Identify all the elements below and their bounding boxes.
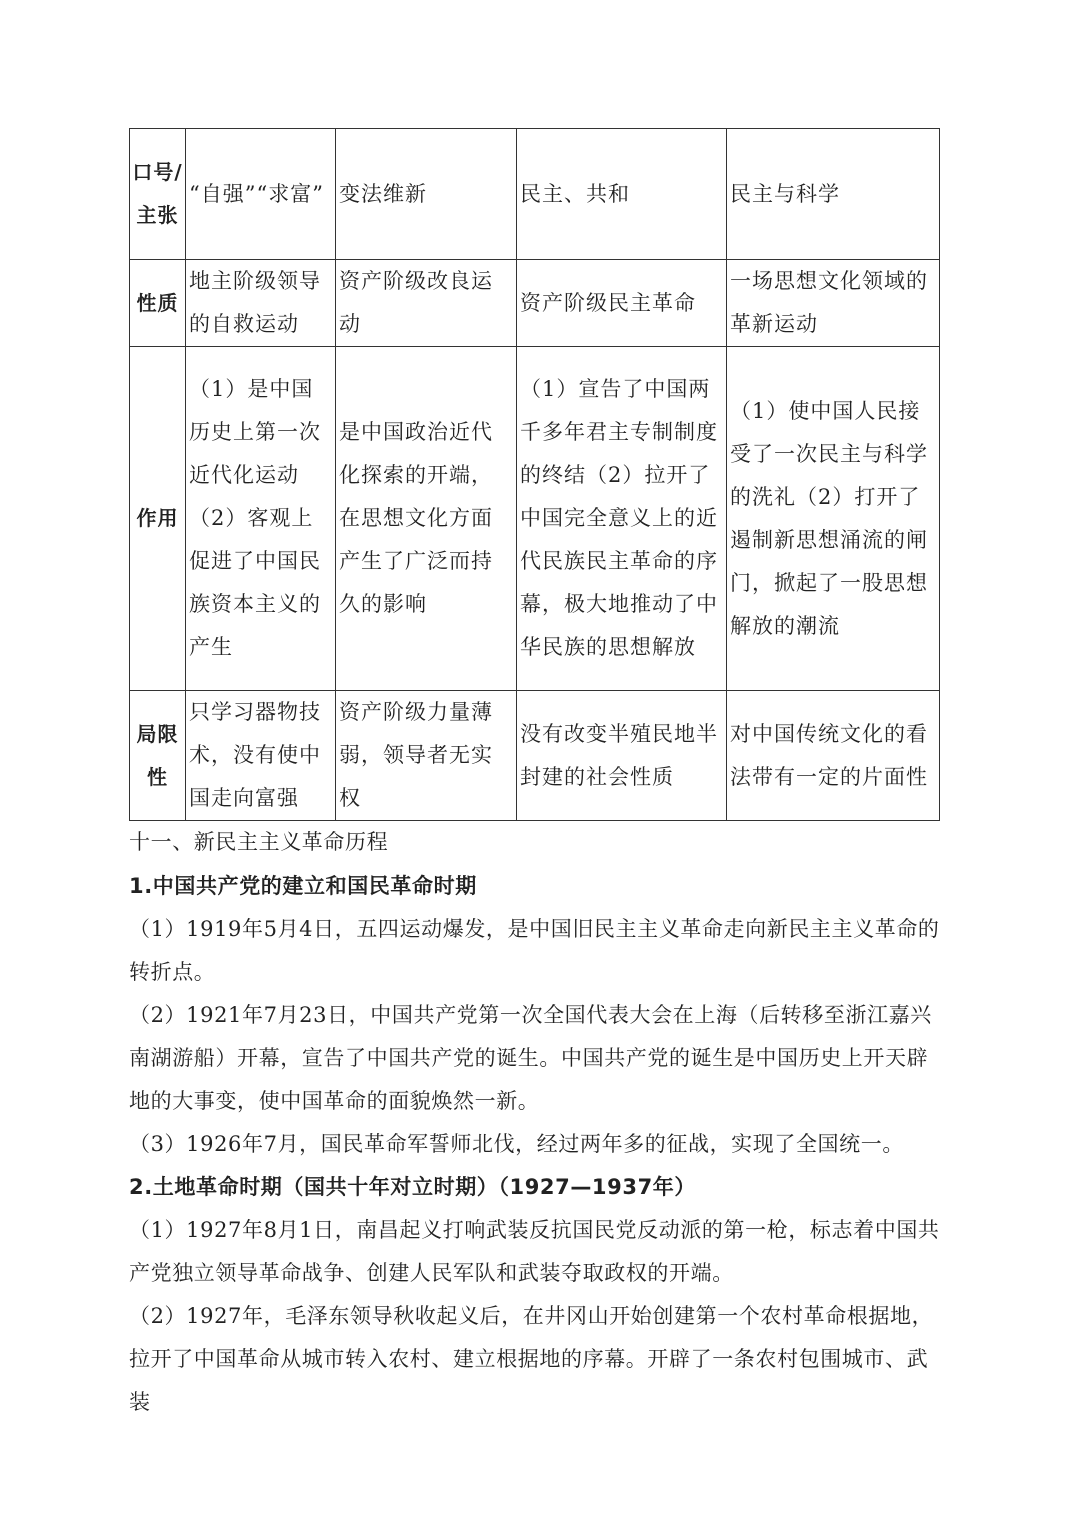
section-title: 十一、新民主主义革命历程 <box>129 830 389 854</box>
paragraph-4: （1）1927年8月1日，南昌起义打响武装反抗国民党反动派的第一枪，标志着中国共产党独立领导革命战争、创建人民军队和武装夺取政权的开端。 <box>129 1218 940 1285</box>
table-cell: （1）使中国人民接受了一次民主与科学的洗礼（2）打开了遏制新思想涌流的闸门，掀起了一股思想解放的潮流 <box>727 347 940 691</box>
row-header-limitation: 局限性 <box>130 691 186 821</box>
row-header-slogan: 口号/主张 <box>130 129 186 260</box>
table-cell: 地主阶级领导的自救运动 <box>186 260 336 347</box>
subsection-title-1: 1.中国共产党的建立和国民革命时期 <box>129 874 477 898</box>
table-cell: 对中国传统文化的看法带有一定的片面性 <box>727 691 940 821</box>
table-row-slogan <box>130 129 940 260</box>
table-cell: 资产阶级力量薄弱，领导者无实权 <box>336 691 517 821</box>
table-cell: 民主与科学 <box>727 129 940 260</box>
table-cell: 资产阶级改良运动 <box>336 260 517 347</box>
table-row-nature <box>130 260 940 347</box>
paragraph-3: （3）1926年7月，国民革命军誓师北伐，经过两年多的征战，实现了全国统一。 <box>129 1132 904 1156</box>
paragraph-2: （2）1921年7月23日，中国共产党第一次全国代表大会在上海（后转移至浙江嘉兴南湖游船）开幕，宣告了中国共产党的诞生。中国共产党的诞生是中国历史上开天辟地的大事变，使中国革命的面貌焕然一新。 <box>129 1003 932 1113</box>
paragraph-1: （1）1919年5月4日，五四运动爆发，是中国旧民主主义革命走向新民主主义革命的转折点。 <box>129 917 940 984</box>
table-cell: 一场思想文化领域的革新运动 <box>727 260 940 347</box>
table-cell: 没有改变半殖民地半封建的社会性质 <box>517 691 727 821</box>
table-cell: 资产阶级民主革命 <box>517 260 727 347</box>
table-cell: （1）是中国历史上第一次近代化运动（2）客观上促进了中国民族资本主义的产生 <box>186 347 336 691</box>
comparison-table <box>129 128 940 821</box>
table-row-effect <box>130 347 940 691</box>
table-cell: “自强”“求富” <box>186 129 336 260</box>
table-cell: 是中国政治近代化探索的开端，在思想文化方面产生了广泛而持久的影响 <box>336 347 517 691</box>
row-header-nature: 性质 <box>130 260 186 347</box>
subsection-title-2: 2.土地革命时期（国共十年对立时期）（1927—1937年） <box>129 1175 696 1199</box>
table-row-limitation <box>130 691 940 821</box>
table-cell: 民主、共和 <box>517 129 727 260</box>
paragraph-5: （2）1927年，毛泽东领导秋收起义后，在井冈山开始创建第一个农村革命根据地，拉开了中国革命从城市转入农村、建立根据地的序幕。开辟了一条农村包围城市、武装 <box>129 1304 934 1414</box>
table-cell: 只学习器物技术，没有使中国走向富强 <box>186 691 336 821</box>
table-cell: （1）宣告了中国两千多年君主专制制度的终结（2）拉开了中国完全意义上的近代民族民主革命的序幕，极大地推动了中华民族的思想解放 <box>517 347 727 691</box>
row-header-effect: 作用 <box>130 347 186 691</box>
table-cell: 变法维新 <box>336 129 517 260</box>
